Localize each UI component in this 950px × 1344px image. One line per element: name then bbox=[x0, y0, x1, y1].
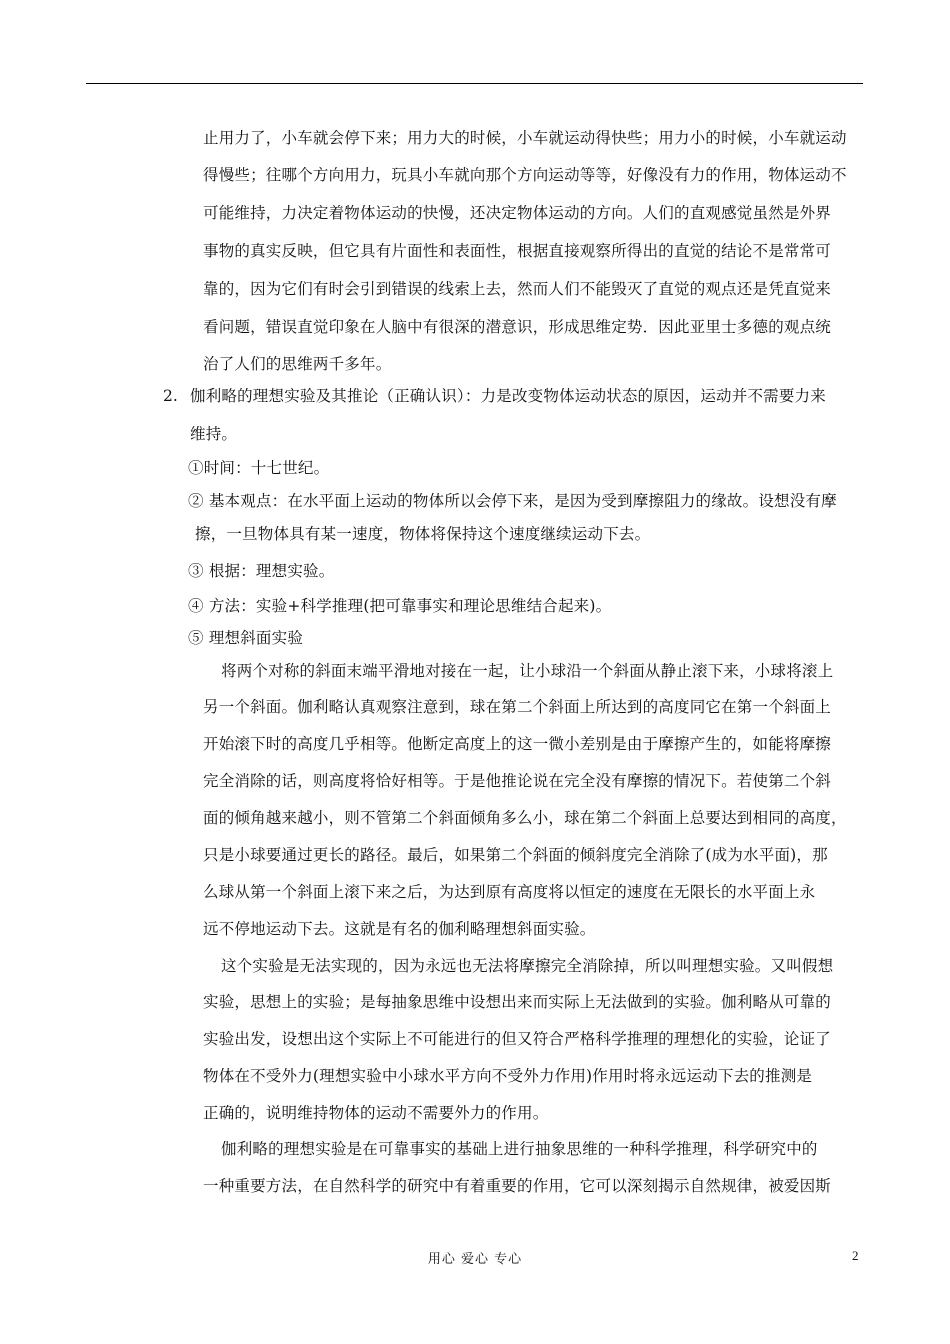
sub-item-method: ④ 方法：实验+科学推理(把可靠事实和理论思维结合起来)。 bbox=[188, 597, 612, 615]
page-footer: 用心 爱心 专心 bbox=[427, 1252, 523, 1267]
header-rule bbox=[86, 83, 863, 84]
paragraph-1-line: 靠的，因为它们有时会引到错误的线索上去，然而人们不能毁灭了直觉的观点还是凭直觉来 bbox=[203, 280, 832, 298]
item-2-heading-cont: 维持。 bbox=[190, 425, 238, 443]
paragraph-1-line: 事物的真实反映，但它具有片面性和表面性，根据直接观察所得出的直觉的结论不是常常可 bbox=[203, 242, 832, 260]
experiment-line: 开始滚下时的高度几乎相等。他断定高度上的这一微小差别是由于摩擦产生的，如能将摩擦 bbox=[203, 735, 832, 753]
paragraph-1-line: 看问题，错误直觉印象在人脑中有很深的潜意识，形成思维定势．因此亚里士多德的观点统 bbox=[203, 318, 832, 336]
experiment-line: 只是小球要通过更长的路径。最后，如果第二个斜面的倾斜度完全消除了(成为水平面)，那 bbox=[203, 846, 828, 864]
ideal-line: 物体在不受外力(理想实验中小球水平方向不受外力作用)作用时将永远运动下去的推测是 bbox=[203, 1067, 813, 1085]
sub-item-viewpoint-cont: 擦，一旦物体具有某一速度，物体将保持这个速度继续运动下去。 bbox=[195, 525, 651, 543]
experiment-line: 面的倾角越来越小，则不管第二个斜面倾角多么小，球在第二个斜面上总要达到相同的高度， bbox=[203, 809, 847, 827]
sub-item-basis: ③ 根据：理想实验。 bbox=[188, 562, 335, 580]
experiment-line: 远不停地运动下去。这就是有名的伽利略理想斜面实验。 bbox=[203, 920, 596, 938]
ideal-line: 这个实验是无法实现的，因为永远也无法将摩擦完全消除掉，所以叫理想实验。又叫假想 bbox=[221, 957, 834, 975]
experiment-line: 完全消除的话，则高度将恰好相等。于是他推论说在完全没有摩擦的情况下。若使第二个斜 bbox=[203, 772, 832, 790]
paragraph-1-line: 得慢些；往哪个方向用力，玩具小车就向那个方向运动等等，好像没有力的作用，物体运动不 bbox=[203, 166, 847, 184]
sub-item-time: ①时间：十七世纪。 bbox=[188, 459, 330, 477]
item-2-heading: 伽利略的理想实验及其推论（正确认识）：力是改变物体运动状态的原因，运动并不需要力来 bbox=[190, 387, 826, 405]
experiment-line: 将两个对称的斜面末端平滑地对接在一起，让小球沿一个斜面从静止滚下来，小球将滚上 bbox=[221, 662, 834, 680]
sub-item-viewpoint: ② 基本观点：在水平面上运动的物体所以会停下来，是因为受到摩擦阻力的缘故。设想没有摩 bbox=[188, 492, 837, 510]
experiment-line: 另一个斜面。伽利略认真观察注意到，球在第二个斜面上所达到的高度同它在第一个斜面上 bbox=[203, 698, 832, 716]
page-number: 2 bbox=[852, 1248, 859, 1263]
paragraph-1-line: 治了人们的思维两千多年。 bbox=[203, 355, 392, 373]
experiment-line: 么球从第一个斜面上滚下来之后，为达到原有高度将以恒定的速度在无限长的水平面上永 bbox=[203, 883, 816, 901]
method-line: 一种重要方法，在自然科学的研究中有着重要的作用，它可以深刻揭示自然规律，被爱因斯 bbox=[203, 1177, 832, 1195]
ideal-line: 实验，思想上的实验；是每抽象思维中设想出来而实际上无法做到的实验。伽利略从可靠的 bbox=[203, 993, 832, 1011]
method-line: 伽利略的理想实验是在可靠事实的基础上进行抽象思维的一种科学推理，科学研究中的 bbox=[221, 1140, 818, 1158]
ideal-line: 正确的，说明维持物体的运动不需要外力的作用。 bbox=[203, 1104, 549, 1122]
sub-item-experiment: ⑤ 理想斜面实验 bbox=[188, 629, 304, 647]
paragraph-1-line: 可能维持，力决定着物体运动的快慢，还决定物体运动的方向。人们的直观感觉虽然是外界 bbox=[203, 204, 832, 222]
paragraph-1-line: 止用力了，小车就会停下来；用力大的时候，小车就运动得快些；用力小的时候，小车就运动 bbox=[203, 129, 847, 147]
list-number: 2. bbox=[163, 387, 178, 405]
ideal-line: 实验出发，设想出这个实际上不可能进行的但又符合严格科学推理的理想化的实验，论证了 bbox=[203, 1030, 832, 1048]
